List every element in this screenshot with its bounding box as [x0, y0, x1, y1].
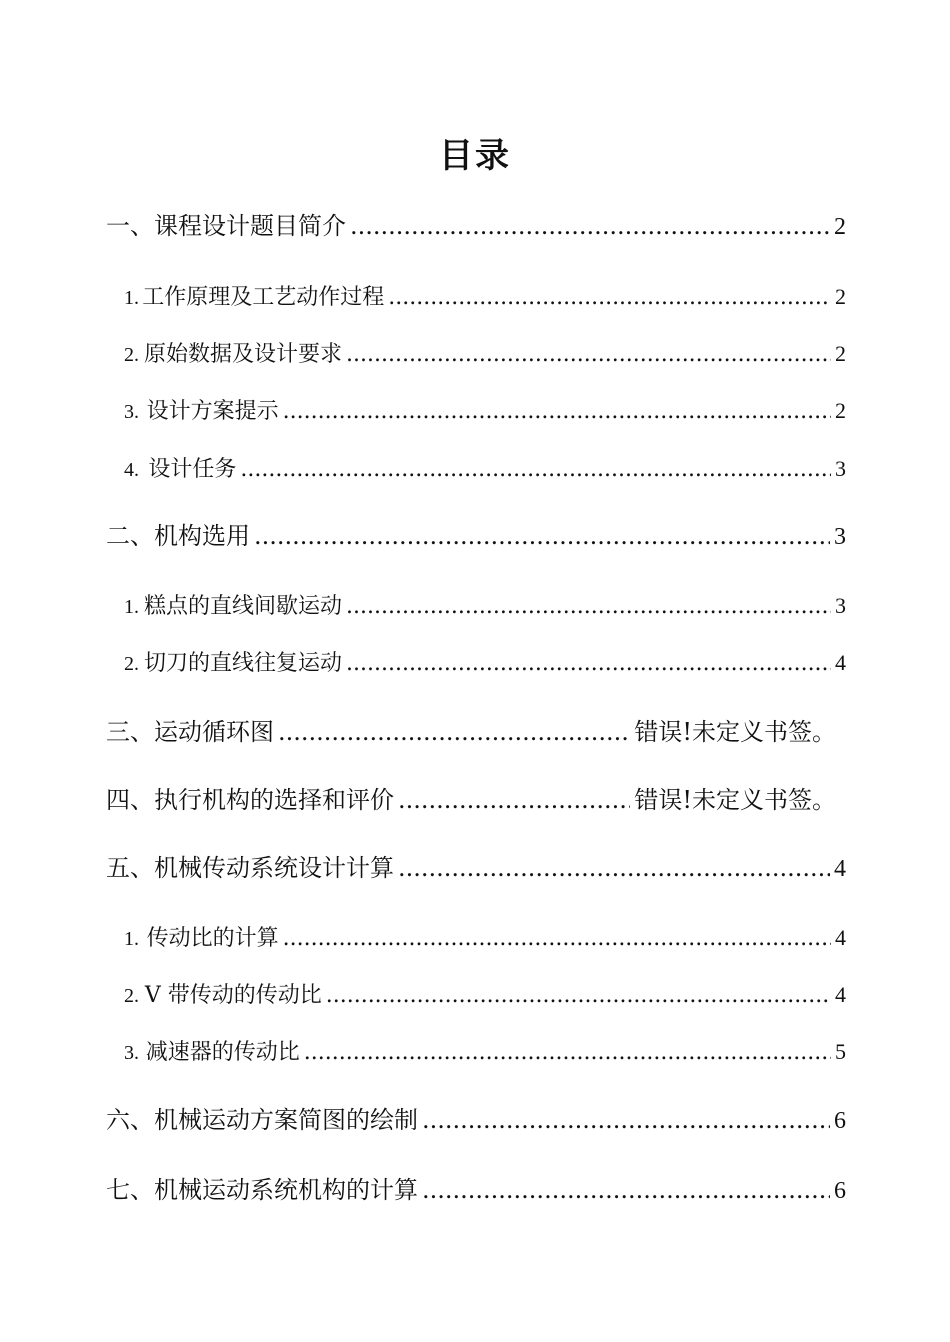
toc-entry-number: 2.	[124, 653, 139, 675]
toc-entry-text: 切刀的直线往复运动	[144, 651, 343, 676]
toc-entry-page: 2	[835, 341, 846, 366]
toc-leader-dots	[346, 594, 831, 619]
toc-entry-text: 课程设计题目简介	[154, 212, 346, 240]
toc-entry-number: 3.	[124, 1042, 139, 1064]
toc-entry-page: 4	[834, 856, 846, 882]
toc-leader-dots	[346, 651, 831, 676]
toc-entry-number: 4.	[124, 459, 139, 481]
toc-entry[interactable]	[106, 848, 846, 883]
toc-subentry[interactable]	[124, 646, 846, 677]
toc-entry-text: 执行机构的选择和评价	[154, 786, 394, 814]
toc-entry[interactable]	[106, 1170, 846, 1205]
toc-entry-number: 2.	[124, 985, 139, 1007]
toc-leader-dots	[346, 342, 831, 367]
toc-subentry[interactable]	[124, 589, 846, 620]
toc-entry-page: 6	[834, 1178, 846, 1204]
toc-entry-text: 机械传动系统设计计算	[154, 854, 394, 882]
toc-entry-page: 2	[835, 284, 846, 309]
toc-leader-dots	[422, 1176, 830, 1204]
toc-entry[interactable]	[106, 1100, 846, 1135]
toc-leader-dots	[240, 457, 831, 482]
toc-entry-text: 机械运动系统机构的计算	[154, 1176, 418, 1204]
toc-leader-dots	[388, 285, 831, 310]
toc-entry-number: 二、	[106, 522, 154, 550]
toc-entry-page: 4	[835, 925, 846, 950]
toc-entry-page-error: 错误!未定义书签。	[634, 718, 836, 746]
toc-entry-text: 运动循环图	[154, 718, 274, 746]
toc-leader-dots	[254, 522, 830, 550]
toc-entry-page: 2	[835, 398, 846, 423]
toc-entry-text: V 带传动的传动比	[144, 983, 322, 1008]
toc-subentry[interactable]	[124, 394, 846, 425]
toc-subentry[interactable]	[124, 337, 846, 368]
toc-entry-page: 3	[835, 456, 846, 481]
toc-leader-dots	[422, 1106, 830, 1134]
toc-entry-text: 工作原理及工艺动作过程	[142, 285, 385, 310]
toc-leader-dots	[398, 854, 830, 882]
toc-entry-page-error: 错误!未定义书签。	[634, 786, 836, 814]
toc-entry-number: 2.	[124, 344, 139, 366]
toc-entry-text: 机构选用	[154, 522, 250, 550]
toc-entry-text: 机械运动方案简图的绘制	[154, 1106, 418, 1134]
toc-entry-number: 1.	[124, 287, 139, 309]
toc-entry-number: 一、	[106, 212, 154, 240]
toc-leader-dots	[350, 212, 830, 240]
toc-entry-page: 2	[834, 214, 846, 240]
toc-subentry[interactable]	[124, 280, 846, 311]
toc-entry-text: 传动比的计算	[146, 926, 279, 951]
toc-entry-text: 糕点的直线间歇运动	[144, 594, 343, 619]
toc-leader-dots	[278, 718, 630, 746]
toc-entry-number: 四、	[106, 786, 154, 814]
toc-leader-dots	[283, 399, 831, 424]
toc-entry[interactable]	[106, 206, 846, 241]
toc-entry-number: 三、	[106, 718, 154, 746]
toc-leader-dots	[398, 786, 630, 814]
toc-entry-page: 3	[835, 593, 846, 618]
toc-entry-page: 6	[834, 1108, 846, 1134]
toc-subentry[interactable]	[124, 978, 846, 1009]
toc-entry[interactable]	[106, 516, 846, 551]
toc-entry[interactable]	[106, 780, 836, 815]
toc-entry-number: 五、	[106, 854, 154, 882]
toc-title: 目录	[439, 136, 511, 176]
toc-entry-number: 七、	[106, 1176, 154, 1204]
toc-entry-page: 3	[834, 524, 846, 550]
toc-entry-number: 六、	[106, 1106, 154, 1134]
toc-leader-dots	[326, 983, 831, 1008]
toc-entry[interactable]	[106, 712, 836, 747]
toc-entry-page: 4	[835, 650, 846, 675]
toc-subentry[interactable]	[124, 921, 846, 952]
toc-subentry[interactable]	[124, 452, 846, 483]
toc-entry-page: 5	[835, 1039, 846, 1064]
toc-entry-number: 1.	[124, 596, 139, 618]
toc-entry-text: 原始数据及设计要求	[144, 342, 343, 367]
toc-entry-page: 4	[835, 982, 846, 1007]
toc-entry-text: 设计方案提示	[146, 399, 279, 424]
toc-entry-text: 减速器的传动比	[145, 1040, 300, 1065]
toc-entry-number: 1.	[124, 928, 139, 950]
toc-entry-number: 3.	[124, 401, 139, 423]
toc-subentry[interactable]	[124, 1035, 846, 1066]
toc-leader-dots	[283, 926, 831, 951]
toc-leader-dots	[304, 1040, 831, 1065]
toc-entry-text: 设计任务	[148, 457, 237, 482]
